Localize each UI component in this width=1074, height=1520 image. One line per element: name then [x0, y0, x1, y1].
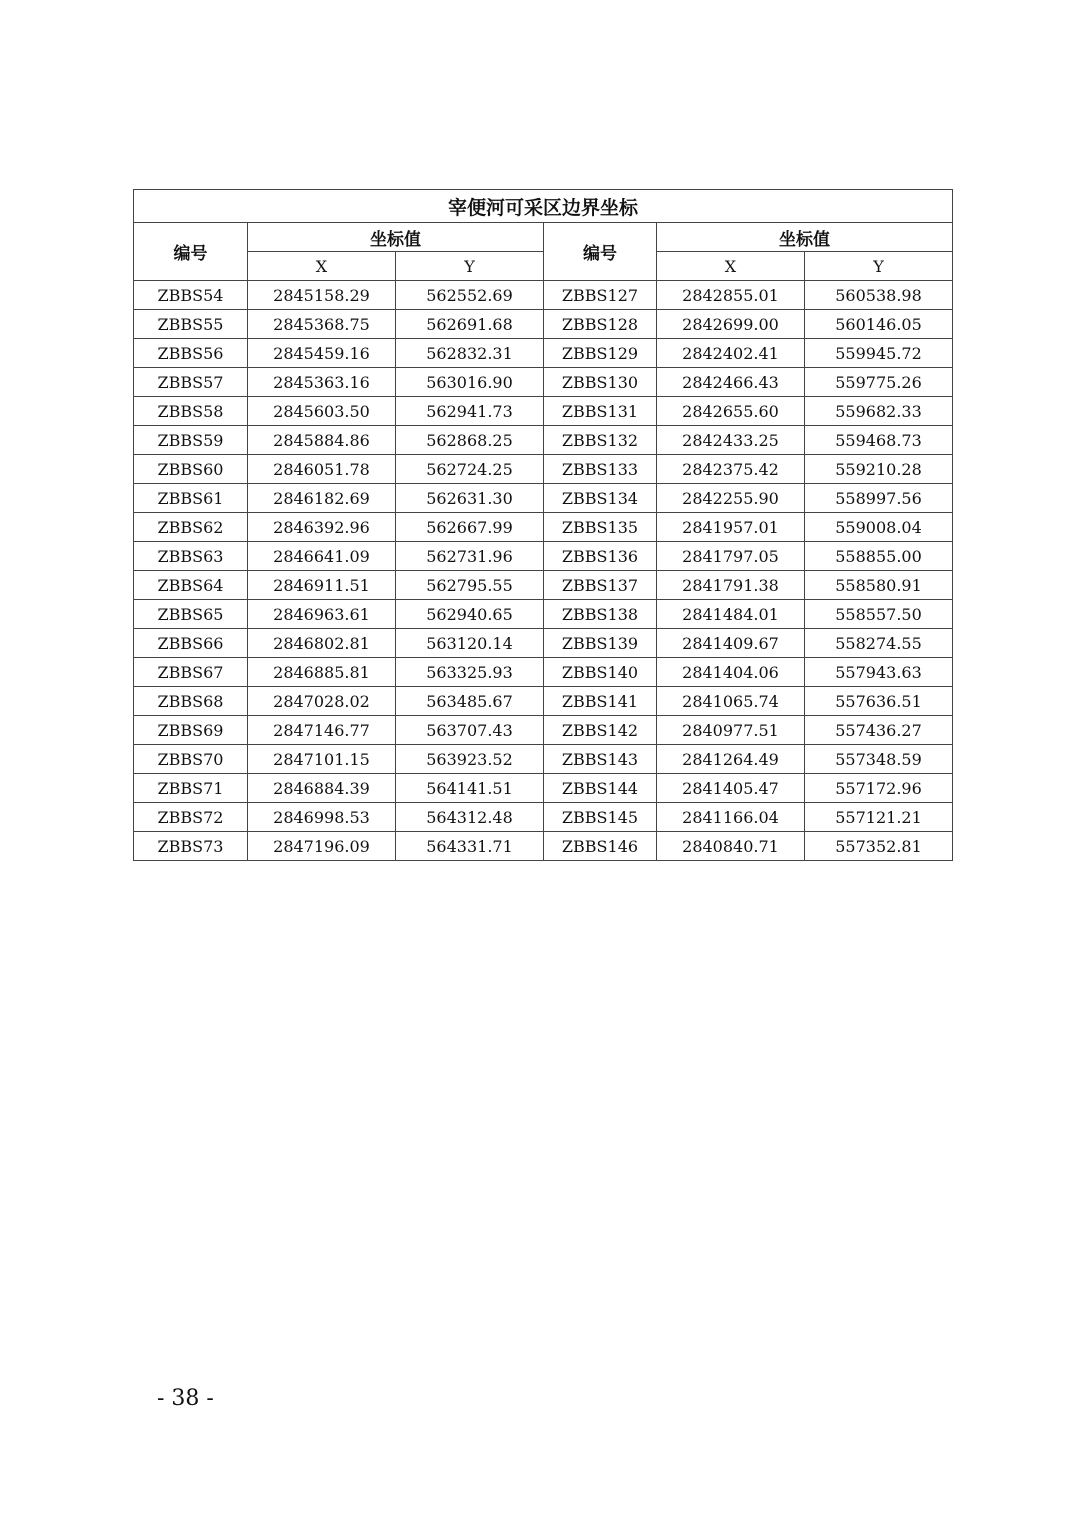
x-value-cell: 2846998.53: [248, 803, 396, 832]
x-value-cell: 2846963.61: [248, 600, 396, 629]
y-value-cell: 562731.96: [396, 542, 544, 571]
x-value-cell: 2842433.25: [657, 426, 805, 455]
point-id-cell: ZBBS55: [134, 310, 248, 339]
y-value-cell: 563016.90: [396, 368, 544, 397]
point-id-cell: ZBBS65: [134, 600, 248, 629]
point-id-cell: ZBBS132: [544, 426, 657, 455]
x-value-cell: 2847028.02: [248, 687, 396, 716]
point-id-cell: ZBBS127: [544, 281, 657, 310]
x-value-cell: 2841166.04: [657, 803, 805, 832]
y-value-cell: 559008.04: [805, 513, 953, 542]
x-value-cell: 2846802.81: [248, 629, 396, 658]
y-value-cell: 563325.93: [396, 658, 544, 687]
x-value-cell: 2841484.01: [657, 600, 805, 629]
point-id-cell: ZBBS72: [134, 803, 248, 832]
y-value-cell: 564312.48: [396, 803, 544, 832]
point-id-cell: ZBBS142: [544, 716, 657, 745]
point-id-cell: ZBBS146: [544, 832, 657, 861]
point-id-cell: ZBBS57: [134, 368, 248, 397]
x-value-cell: 2841065.74: [657, 687, 805, 716]
y-value-cell: 557436.27: [805, 716, 953, 745]
point-id-cell: ZBBS144: [544, 774, 657, 803]
point-id-cell: ZBBS145: [544, 803, 657, 832]
table-row: [134, 542, 953, 571]
table-row: [134, 600, 953, 629]
point-id-cell: ZBBS60: [134, 455, 248, 484]
x-value-cell: 2846641.09: [248, 542, 396, 571]
point-id-cell: ZBBS129: [544, 339, 657, 368]
table-row: [134, 310, 953, 339]
table-row: [134, 484, 953, 513]
y-value-cell: 562691.68: [396, 310, 544, 339]
x-value-cell: 2842402.41: [657, 339, 805, 368]
x-value-cell: 2847146.77: [248, 716, 396, 745]
x-value-cell: 2842655.60: [657, 397, 805, 426]
point-id-cell: ZBBS71: [134, 774, 248, 803]
x-value-cell: 2847196.09: [248, 832, 396, 861]
x-value-cell: 2846051.78: [248, 455, 396, 484]
x-value-cell: 2845158.29: [248, 281, 396, 310]
y-value-cell: 558274.55: [805, 629, 953, 658]
point-id-cell: ZBBS138: [544, 600, 657, 629]
y-value-cell: 557352.81: [805, 832, 953, 861]
x-value-cell: 2841264.49: [657, 745, 805, 774]
point-id-cell: ZBBS66: [134, 629, 248, 658]
table-row: [134, 571, 953, 600]
y-value-cell: 557121.21: [805, 803, 953, 832]
y-value-cell: 563707.43: [396, 716, 544, 745]
x-header-left: X: [248, 252, 396, 281]
table-row: [134, 281, 953, 310]
table-row: [134, 426, 953, 455]
y-value-cell: 563120.14: [396, 629, 544, 658]
point-id-cell: ZBBS128: [544, 310, 657, 339]
point-id-cell: ZBBS69: [134, 716, 248, 745]
point-id-cell: ZBBS59: [134, 426, 248, 455]
y-value-cell: 560146.05: [805, 310, 953, 339]
y-value-cell: 558580.91: [805, 571, 953, 600]
x-value-cell: 2841957.01: [657, 513, 805, 542]
point-id-cell: ZBBS131: [544, 397, 657, 426]
y-value-cell: 560538.98: [805, 281, 953, 310]
point-id-cell: ZBBS133: [544, 455, 657, 484]
y-value-cell: 557172.96: [805, 774, 953, 803]
id-header-left: 编号: [134, 223, 248, 281]
y-value-cell: 558855.00: [805, 542, 953, 571]
y-value-cell: 559682.33: [805, 397, 953, 426]
x-value-cell: 2845884.86: [248, 426, 396, 455]
x-value-cell: 2846885.81: [248, 658, 396, 687]
id-header-right: 编号: [544, 223, 657, 281]
point-id-cell: ZBBS67: [134, 658, 248, 687]
x-value-cell: 2845459.16: [248, 339, 396, 368]
point-id-cell: ZBBS139: [544, 629, 657, 658]
table-row: [134, 803, 953, 832]
x-value-cell: 2841791.38: [657, 571, 805, 600]
y-header-left: Y: [396, 252, 544, 281]
x-value-cell: 2845368.75: [248, 310, 396, 339]
x-value-cell: 2841409.67: [657, 629, 805, 658]
y-value-cell: 562631.30: [396, 484, 544, 513]
point-id-cell: ZBBS58: [134, 397, 248, 426]
x-value-cell: 2846911.51: [248, 571, 396, 600]
y-value-cell: 559775.26: [805, 368, 953, 397]
page-number: - 38 -: [157, 1386, 214, 1411]
x-value-cell: 2846182.69: [248, 484, 396, 513]
y-value-cell: 559945.72: [805, 339, 953, 368]
point-id-cell: ZBBS61: [134, 484, 248, 513]
x-value-cell: 2842466.43: [657, 368, 805, 397]
point-id-cell: ZBBS140: [544, 658, 657, 687]
table-row: [134, 774, 953, 803]
y-value-cell: 557636.51: [805, 687, 953, 716]
y-value-cell: 562868.25: [396, 426, 544, 455]
table-row: [134, 716, 953, 745]
y-value-cell: 562795.55: [396, 571, 544, 600]
y-value-cell: 562724.25: [396, 455, 544, 484]
point-id-cell: ZBBS70: [134, 745, 248, 774]
y-value-cell: 557943.63: [805, 658, 953, 687]
point-id-cell: ZBBS54: [134, 281, 248, 310]
boundary-coordinate-table: [133, 189, 953, 861]
point-id-cell: ZBBS134: [544, 484, 657, 513]
table-row: [134, 687, 953, 716]
point-id-cell: ZBBS56: [134, 339, 248, 368]
y-value-cell: 563923.52: [396, 745, 544, 774]
x-value-cell: 2842375.42: [657, 455, 805, 484]
x-value-cell: 2841404.06: [657, 658, 805, 687]
y-value-cell: 564331.71: [396, 832, 544, 861]
x-value-cell: 2842855.01: [657, 281, 805, 310]
y-value-cell: 559210.28: [805, 455, 953, 484]
point-id-cell: ZBBS135: [544, 513, 657, 542]
table-row: [134, 513, 953, 542]
coord-header-right: 坐标值: [657, 223, 953, 252]
table-row: [134, 832, 953, 861]
point-id-cell: ZBBS137: [544, 571, 657, 600]
y-value-cell: 562940.65: [396, 600, 544, 629]
table-row: [134, 658, 953, 687]
table-row: [134, 745, 953, 774]
table-row: [134, 368, 953, 397]
point-id-cell: ZBBS63: [134, 542, 248, 571]
x-value-cell: 2841797.05: [657, 542, 805, 571]
y-header-right: Y: [805, 252, 953, 281]
x-value-cell: 2840977.51: [657, 716, 805, 745]
x-value-cell: 2846884.39: [248, 774, 396, 803]
x-value-cell: 2841405.47: [657, 774, 805, 803]
y-value-cell: 558557.50: [805, 600, 953, 629]
y-value-cell: 559468.73: [805, 426, 953, 455]
y-value-cell: 562941.73: [396, 397, 544, 426]
table-body: [134, 281, 953, 861]
table-row: [134, 455, 953, 484]
y-value-cell: 562832.31: [396, 339, 544, 368]
point-id-cell: ZBBS141: [544, 687, 657, 716]
table-title: 宰便河可采区边界坐标: [134, 190, 953, 223]
x-value-cell: 2842255.90: [657, 484, 805, 513]
y-value-cell: 558997.56: [805, 484, 953, 513]
x-value-cell: 2840840.71: [657, 832, 805, 861]
table-row: [134, 629, 953, 658]
y-value-cell: 562667.99: [396, 513, 544, 542]
point-id-cell: ZBBS64: [134, 571, 248, 600]
x-value-cell: 2847101.15: [248, 745, 396, 774]
x-header-right: X: [657, 252, 805, 281]
y-value-cell: 563485.67: [396, 687, 544, 716]
point-id-cell: ZBBS130: [544, 368, 657, 397]
coord-header-left: 坐标值: [248, 223, 544, 252]
table-row: [134, 339, 953, 368]
x-value-cell: 2845363.16: [248, 368, 396, 397]
point-id-cell: ZBBS68: [134, 687, 248, 716]
x-value-cell: 2846392.96: [248, 513, 396, 542]
y-value-cell: 564141.51: [396, 774, 544, 803]
x-value-cell: 2845603.50: [248, 397, 396, 426]
point-id-cell: ZBBS136: [544, 542, 657, 571]
table-row: [134, 397, 953, 426]
x-value-cell: 2842699.00: [657, 310, 805, 339]
y-value-cell: 557348.59: [805, 745, 953, 774]
y-value-cell: 562552.69: [396, 281, 544, 310]
point-id-cell: ZBBS143: [544, 745, 657, 774]
point-id-cell: ZBBS73: [134, 832, 248, 861]
point-id-cell: ZBBS62: [134, 513, 248, 542]
